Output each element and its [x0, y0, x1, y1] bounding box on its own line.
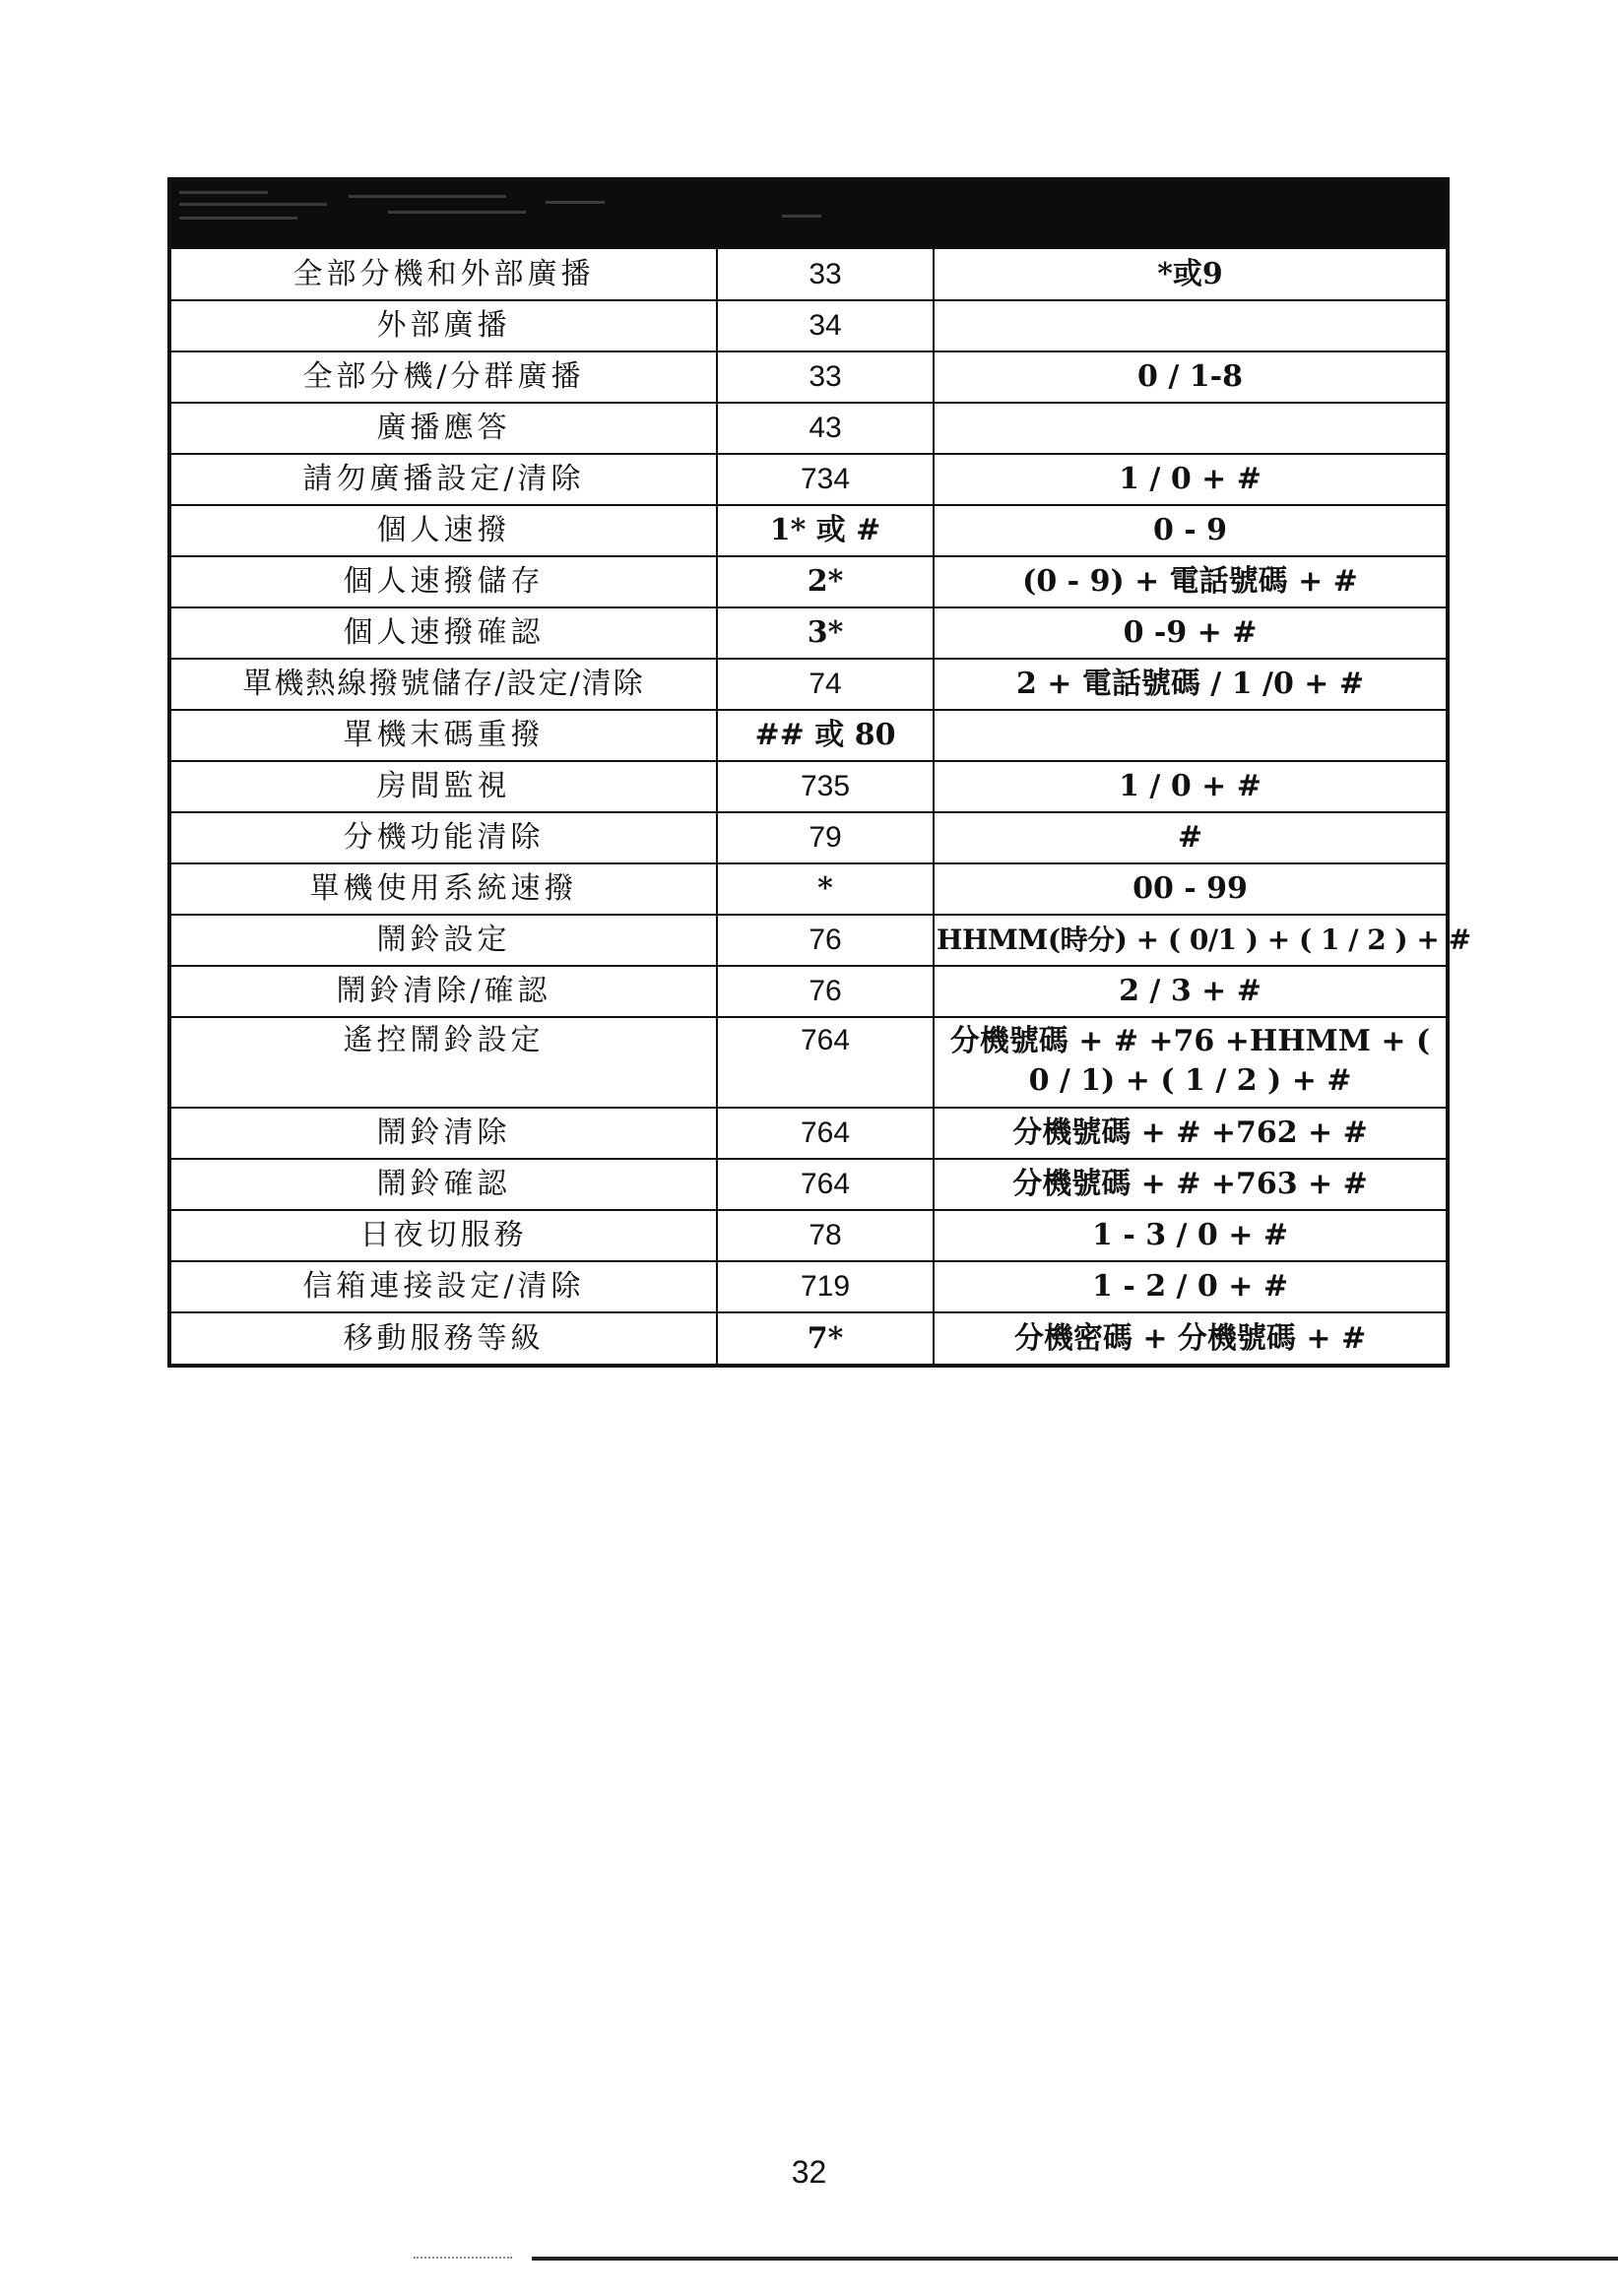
param-cell: 1 - 3 / 0 + # — [934, 1210, 1446, 1261]
code-cell: 764 — [717, 1108, 934, 1159]
table-row — [171, 1108, 1446, 1159]
param-cell: 1 / 0 + # — [934, 761, 1446, 812]
param-cell — [934, 403, 1446, 454]
page-number: 32 — [791, 2154, 827, 2190]
param-cell: 0 / 1-8 — [934, 351, 1446, 403]
param-cell: 分機號碼 + # +76 +HHMM + ( 0 / 1) + ( 1 / 2 ) + # — [934, 1017, 1446, 1108]
param-cell: 1 - 2 / 0 + # — [934, 1261, 1446, 1312]
param-cell: 分機密碼 + 分機號碼 + # — [934, 1312, 1446, 1364]
footer-rule — [532, 2257, 1618, 2261]
feature-cell: 全部分機和外部廣播 — [171, 249, 717, 300]
code-cell: 719 — [717, 1261, 934, 1312]
feature-cell: 鬧鈴清除 — [171, 1108, 717, 1159]
feature-cell: 廣播應答 — [171, 403, 717, 454]
table-row — [171, 454, 1446, 505]
table-row — [171, 761, 1446, 812]
code-cell: 734 — [717, 454, 934, 505]
table-header-bar — [171, 181, 1446, 249]
feature-cell: 個人速撥儲存 — [171, 556, 717, 607]
param-cell — [934, 710, 1446, 761]
code-cell: 1* 或 # — [717, 505, 934, 556]
param-cell: HHMM(時分) + ( 0/1 ) + ( 1 / 2 ) + # — [934, 915, 1446, 966]
param-cell: 分機號碼 + # +762 + # — [934, 1108, 1446, 1159]
code-cell: 78 — [717, 1210, 934, 1261]
table-row — [171, 1210, 1446, 1261]
feature-cell: 鬧鈴設定 — [171, 915, 717, 966]
param-cell: 分機號碼 + # +763 + # — [934, 1159, 1446, 1210]
code-cell: 74 — [717, 659, 934, 710]
param-cell: *或9 — [934, 249, 1446, 300]
table-row — [171, 812, 1446, 863]
feature-cell: 個人速撥確認 — [171, 607, 717, 659]
code-cell: 43 — [717, 403, 934, 454]
table-row — [171, 505, 1446, 556]
table-row — [171, 249, 1446, 300]
feature-cell: 個人速撥 — [171, 505, 717, 556]
feature-cell: 分機功能清除 — [171, 812, 717, 863]
code-cell: 76 — [717, 966, 934, 1017]
feature-cell: 鬧鈴確認 — [171, 1159, 717, 1210]
table-row — [171, 915, 1446, 966]
table-row — [171, 403, 1446, 454]
param-cell: 2 + 電話號碼 / 1 /0 + # — [934, 659, 1446, 710]
feature-cell: 請勿廣播設定/清除 — [171, 454, 717, 505]
param-cell: # — [934, 812, 1446, 863]
code-cell: 79 — [717, 812, 934, 863]
code-cell: 764 — [717, 1017, 934, 1108]
feature-cell: 單機使用系統速撥 — [171, 863, 717, 915]
param-cell: 00 - 99 — [934, 863, 1446, 915]
code-cell: ## 或 80 — [717, 710, 934, 761]
code-cell: * — [717, 863, 934, 915]
code-cell: 7* — [717, 1312, 934, 1364]
feature-cell: 鬧鈴清除/確認 — [171, 966, 717, 1017]
param-cell: 0 -9 + # — [934, 607, 1446, 659]
footer-dotted-rule — [414, 2257, 512, 2261]
feature-cell: 移動服務等級 — [171, 1312, 717, 1364]
feature-cell: 外部廣播 — [171, 300, 717, 351]
feature-cell: 全部分機/分群廣播 — [171, 351, 717, 403]
code-cell: 2* — [717, 556, 934, 607]
param-cell: 2 / 3 + # — [934, 966, 1446, 1017]
code-cell: 33 — [717, 249, 934, 300]
code-cell: 764 — [717, 1159, 934, 1210]
feature-cell: 遙控鬧鈴設定 — [171, 1017, 717, 1108]
table-row — [171, 1017, 1446, 1108]
table-row — [171, 300, 1446, 351]
code-cell: 735 — [717, 761, 934, 812]
table-row — [171, 1159, 1446, 1210]
table-row — [171, 863, 1446, 915]
param-cell — [934, 300, 1446, 351]
feature-code-table — [167, 177, 1471, 1368]
code-cell: 3* — [717, 607, 934, 659]
table-row — [171, 351, 1446, 403]
table-row — [171, 607, 1446, 659]
feature-cell: 日夜切服務 — [171, 1210, 717, 1261]
feature-cell: 單機熱線撥號儲存/設定/清除 — [171, 659, 717, 710]
feature-cell: 單機末碼重撥 — [171, 710, 717, 761]
code-cell: 34 — [717, 300, 934, 351]
table-row — [171, 1261, 1446, 1312]
feature-cell: 房間監視 — [171, 761, 717, 812]
table-row — [171, 556, 1446, 607]
codes-table-body — [171, 249, 1471, 1364]
table-row — [171, 659, 1446, 710]
param-cell: 1 / 0 + # — [934, 454, 1446, 505]
table-row — [171, 966, 1446, 1017]
table-row — [171, 1312, 1446, 1364]
param-cell: (0 - 9) + 電話號碼 + # — [934, 556, 1446, 607]
table-row — [171, 710, 1446, 761]
feature-cell: 信箱連接設定/清除 — [171, 1261, 717, 1312]
code-cell: 33 — [717, 351, 934, 403]
code-cell: 76 — [717, 915, 934, 966]
param-cell: 0 - 9 — [934, 505, 1446, 556]
